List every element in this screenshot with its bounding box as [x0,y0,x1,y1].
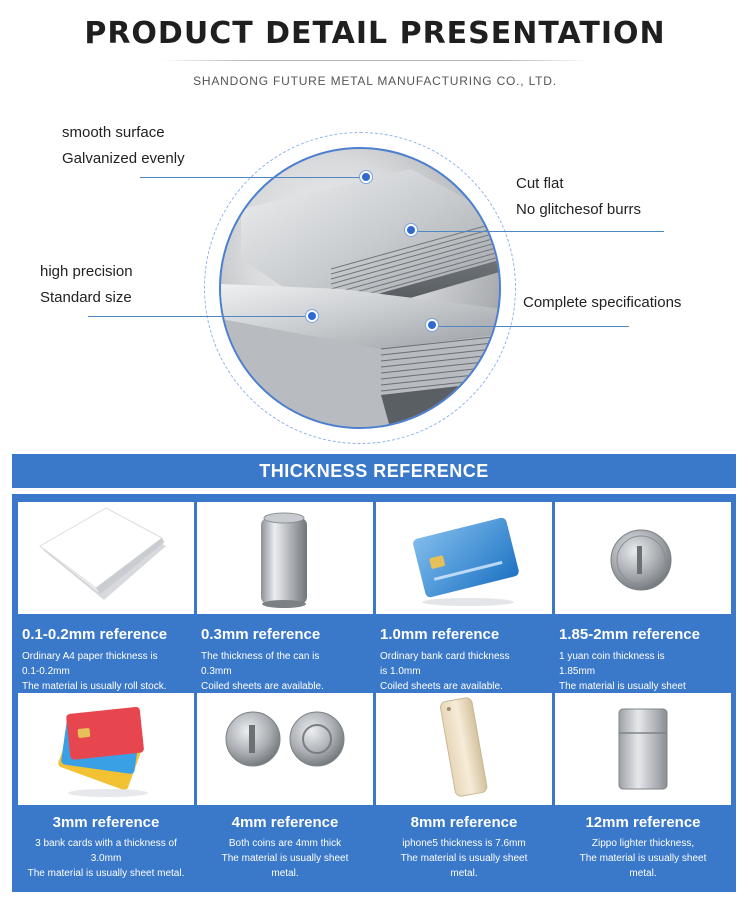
thickness-label: 1.0mm reference [380,626,500,643]
description-line: 0.3mm [201,666,232,677]
description-line: 3.0mm [90,853,122,864]
lighter-image [555,693,731,805]
hotspot-dot [426,319,438,331]
hotspot-dot [360,171,372,183]
description-line: Zippo lighter thickness, [591,838,695,849]
bank-card-image [376,502,552,614]
description-line: Coiled sheets are available. [201,681,324,692]
description-line: 0.1-0.2mm [22,666,70,677]
title-divider [160,60,590,61]
description-line: metal. [271,868,299,879]
leader-line [88,316,314,317]
description-line: The material is usually sheet [559,681,686,692]
feature-line: Galvanized evenly [62,150,185,167]
thickness-label: 8mm reference [410,814,518,831]
thickness-label: 3mm reference [52,814,160,831]
feature-line: Standard size [40,289,132,306]
metal-sheets-image [219,147,501,429]
description-line: The material is usually roll stock. [22,681,167,692]
description-line: The material is usually sheet [221,853,349,864]
feature-line: smooth surface [62,124,165,141]
feature-line: Complete specifications [523,294,682,311]
thickness-grid [12,494,736,892]
feature-complete-specs [523,290,681,316]
feature-smooth-surface [62,120,185,172]
two-coins-image [197,693,373,805]
thickness-description [18,836,194,881]
page-title: PRODUCT DETAIL PRESENTATION [84,16,666,51]
thickness-label: 0.3mm reference [201,626,321,643]
description-line: Coiled sheets are available. [380,681,503,692]
thickness-label: 1.85-2mm reference [559,626,700,643]
description-line: 1 yuan coin thickness is [559,651,665,662]
hotspot-dot [405,224,417,236]
description-line: Ordinary A4 paper thickness is [22,651,158,662]
leader-line [412,231,664,232]
leader-line [140,177,366,178]
leader-line [433,326,629,327]
description-line: 1.85mm [559,666,596,677]
feature-line: Cut flat [516,175,564,192]
description-line: metal. [450,868,478,879]
coin-image [555,502,731,614]
thickness-description [376,836,552,881]
thickness-label: 0.1-0.2mm reference [22,626,168,643]
hotspot-dot [306,310,318,322]
thickness-description [197,649,373,694]
feature-line: No glitchesof burrs [516,201,642,218]
paper-stack-image [18,502,194,614]
thickness-banner: THICKNESS REFERENCE [12,454,736,488]
description-line: 3 bank cards with a thickness of [35,838,177,849]
description-line: The material is usually sheet metal. [27,868,185,879]
thickness-description [197,836,373,881]
phone-image [376,693,552,805]
thickness-label: 12mm reference [585,814,701,831]
feature-cut-flat [516,171,641,223]
description-line: The material is usually sheet [400,853,528,864]
company-name: SHANDONG FUTURE METAL MANUFACTURING CO., LTD. [193,74,557,88]
feature-high-precision [40,259,133,311]
feature-line: high precision [40,263,133,280]
bank-cards-stack-image [18,693,194,805]
thickness-description [555,836,731,881]
can-image [197,502,373,614]
description-line: Ordinary bank card thickness [380,651,510,662]
description-line: is 1.0mm [380,666,421,677]
thickness-description [376,649,552,694]
description-line: The material is usually sheet [579,853,707,864]
description-line: metal. [629,868,657,879]
description-line: Both coins are 4mm thick [228,838,342,849]
thickness-description [18,649,194,694]
thickness-description [555,649,731,694]
thickness-label: 4mm reference [231,814,339,831]
description-line: The thickness of the can is [201,651,320,662]
description-line: iphone5 thickness is 7.6mm [402,838,526,849]
